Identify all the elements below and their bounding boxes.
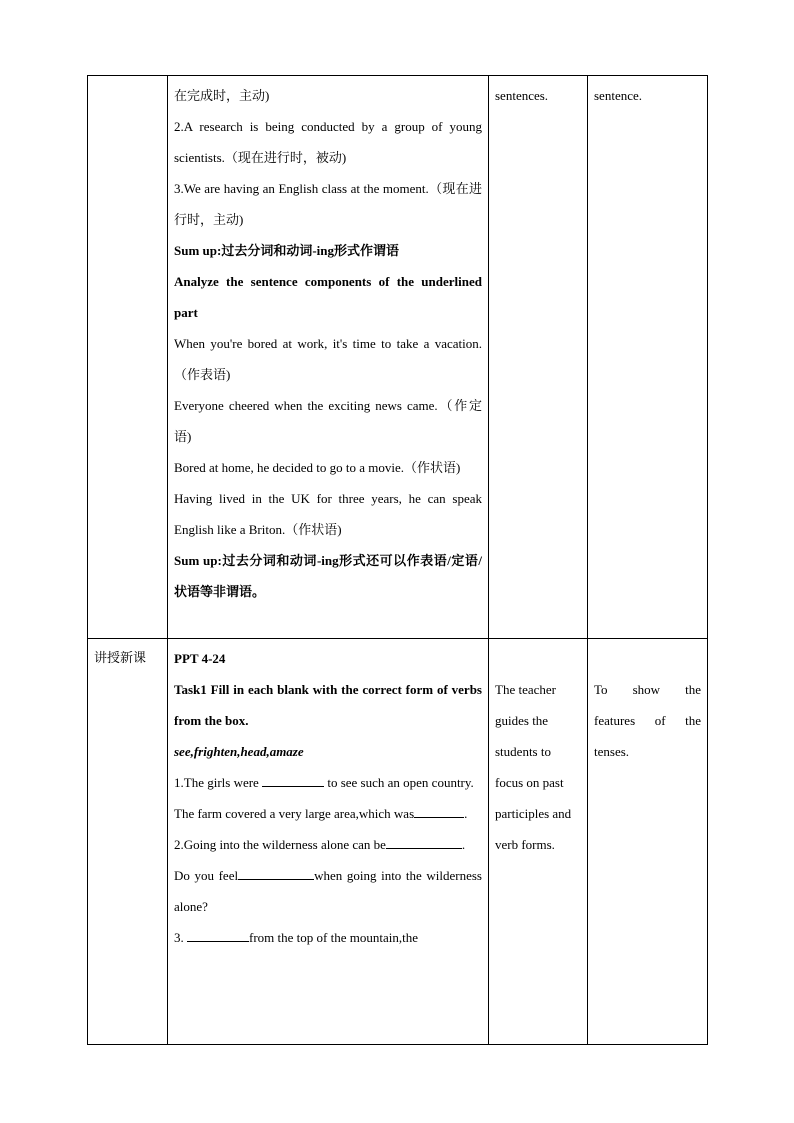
question-line: 1.The girls were to see such an open country.: [174, 775, 474, 790]
word-box: see,frighten,head,amaze: [174, 744, 304, 759]
row-label: 讲授新课: [94, 651, 147, 666]
table-row: [88, 76, 708, 639]
answer-blank[interactable]: [386, 836, 462, 849]
content-line: Analyze the sentence components of the underlined part: [174, 274, 482, 320]
purpose-text: To show the features of the tenses.: [594, 682, 701, 759]
content-cell: [168, 76, 489, 639]
question-line: The farm covered a very large area,which was .: [174, 806, 468, 821]
question-line: 3. from the top of the mountain,the: [174, 930, 418, 945]
teacher-activity-text: The teacher guides the students to focus on past participles and verb forms.: [495, 682, 572, 852]
table-row: [88, 639, 708, 1045]
lesson-plan-table: [87, 75, 708, 1045]
row-label: [88, 76, 167, 80]
content-text: [168, 639, 488, 953]
question-line: Do you feel when going into the wilderness alone?: [174, 868, 482, 914]
purpose-cell: [588, 76, 708, 639]
task-instruction: Task1 Fill in each blank with the correct form of verbs from the box.: [174, 682, 482, 728]
row-label-cell: [88, 639, 168, 1045]
question-line: 2.Going into the wilderness alone can be .: [174, 837, 466, 852]
content-line: 3.We are having an English class at the moment.（现在进行时，主动): [174, 181, 482, 227]
answer-blank[interactable]: [187, 929, 249, 942]
purpose-cell: [588, 639, 708, 1045]
content-text: [168, 76, 488, 607]
content-line: When you're bored at work, it's time to take a vacation.（作表语): [174, 336, 482, 382]
answer-blank[interactable]: [238, 867, 314, 880]
teacher-activity-cell: [489, 639, 588, 1045]
teacher-activity-text: sentences.: [495, 88, 549, 103]
teacher-activity-cell: [489, 76, 588, 639]
content-line: Bored at home, he decided to go to a movie.（作状语): [174, 460, 461, 475]
answer-blank[interactable]: [414, 805, 464, 818]
answer-blank[interactable]: [262, 774, 324, 787]
content-line: Sum up:过去分词和动词-ing形式作谓语: [174, 243, 399, 258]
content-line: Sum up:过去分词和动词-ing形式还可以作表语/定语/状语等非谓语。: [174, 553, 482, 599]
purpose-text: sentence.: [594, 88, 643, 103]
row-label-cell: [88, 76, 168, 639]
content-line: 2.A research is being conducted by a group of young scientists.（现在进行时，被动): [174, 119, 482, 165]
ppt-reference: PPT 4-24: [174, 651, 226, 666]
content-line: 在完成时，主动): [174, 88, 270, 103]
content-line: Having lived in the UK for three years, he can speak English like a Briton.（作状语): [174, 491, 482, 537]
content-cell: [168, 639, 489, 1045]
content-line: Everyone cheered when the exciting news came.（作定语): [174, 398, 482, 444]
